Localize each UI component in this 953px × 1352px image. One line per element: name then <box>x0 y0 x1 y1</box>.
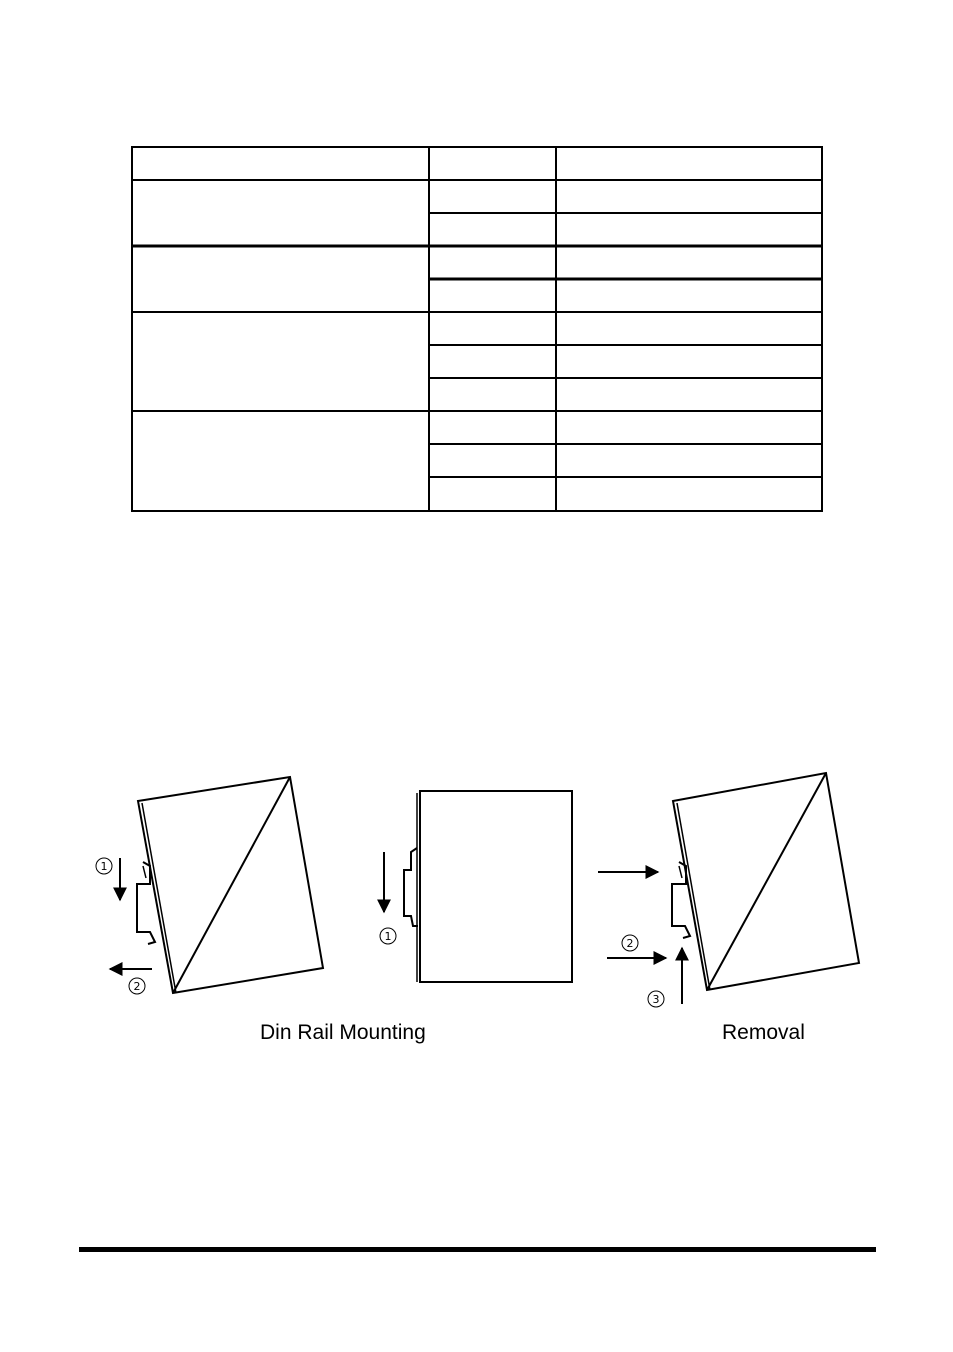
din-rail-figure <box>0 760 953 1060</box>
mounting-caption: Din Rail Mounting <box>260 1021 426 1044</box>
upright-device-center <box>404 791 572 982</box>
step-badge-3-right <box>648 991 664 1007</box>
svg-text:2: 2 <box>626 937 634 950</box>
svg-text:1: 1 <box>100 860 108 873</box>
svg-text:1: 1 <box>384 930 392 943</box>
spec-table <box>131 146 823 512</box>
svg-text:3: 3 <box>652 993 660 1006</box>
step-badge-1-left <box>96 858 112 874</box>
removal-caption: Removal <box>722 1021 805 1044</box>
step-badge-1-center <box>380 928 396 944</box>
tilted-device-left <box>137 777 323 993</box>
step-badge-2-left <box>129 978 145 994</box>
svg-text:2: 2 <box>133 980 141 993</box>
tilted-device-right <box>672 773 859 990</box>
step-badge-2-right <box>622 935 638 951</box>
footer-rule <box>79 1247 876 1252</box>
